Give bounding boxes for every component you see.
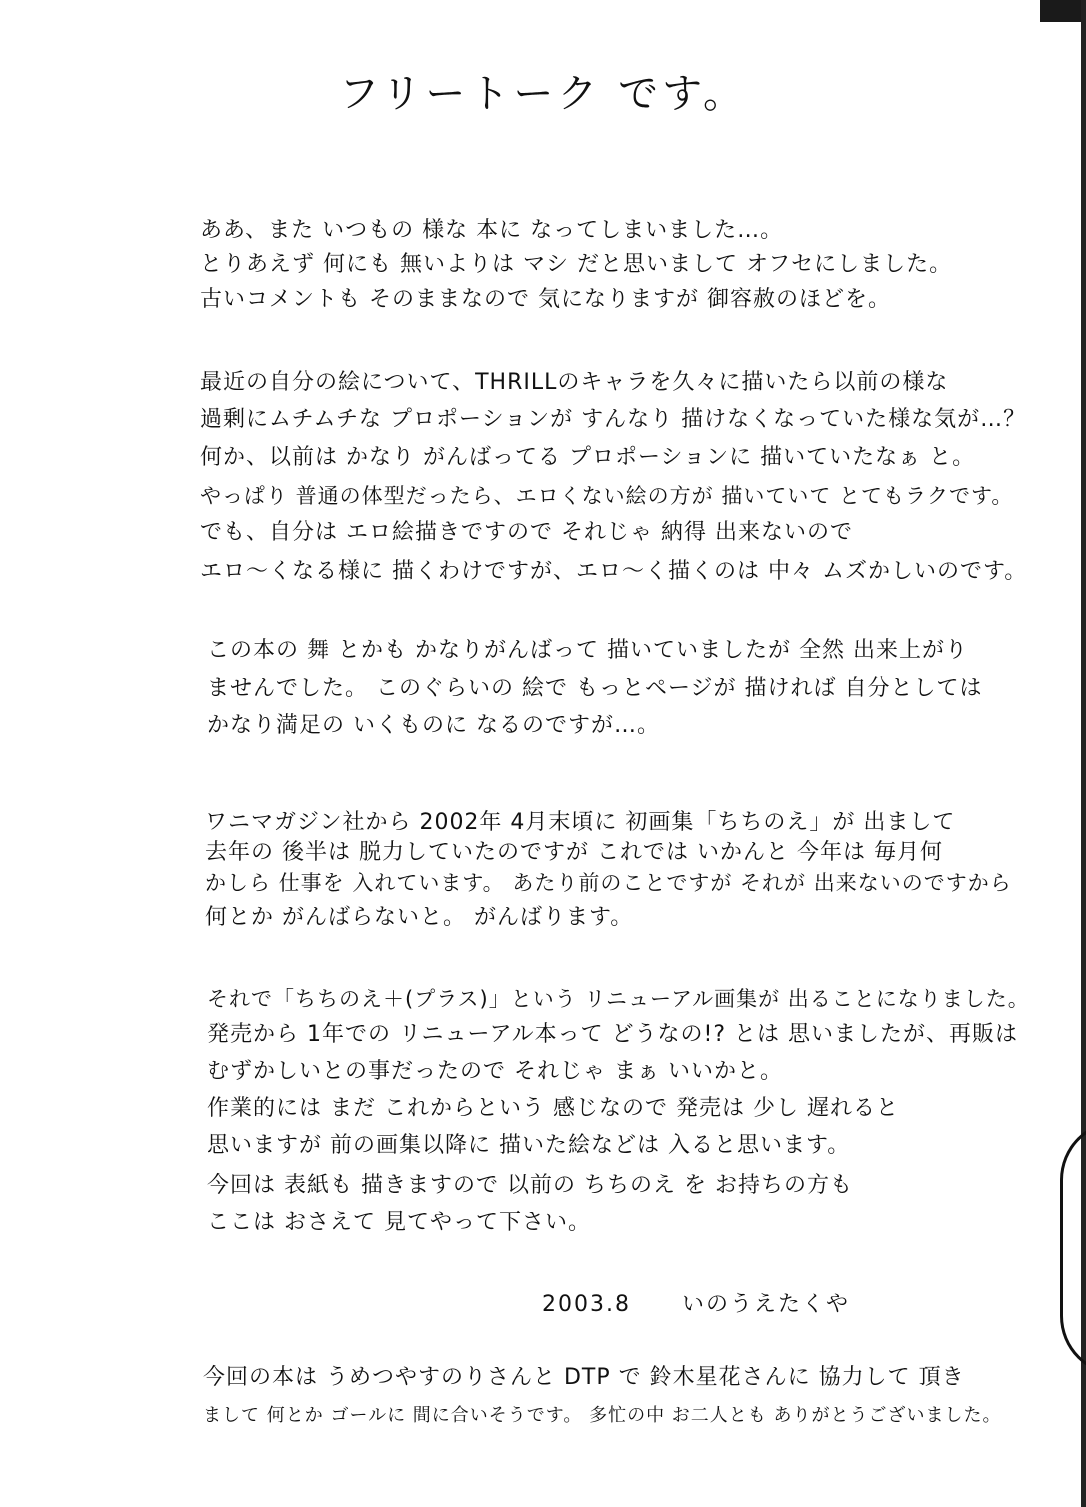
text-line: 今回は 表紙も 描きますので 以前の ちちのえ を お持ちの方も: [207, 1173, 853, 1198]
text-line: ここは おさえて 見てやって下さい。: [207, 1210, 591, 1235]
page-title: フリートーク です。: [339, 71, 747, 117]
text-line: 発売から 1年での リニューアル本って どうなの!? とは 思いましたが、再販は: [207, 1022, 1019, 1047]
signature-date: 2003.8: [542, 1292, 631, 1317]
text-line: ワニマガジン社から 2002年 4月末頃に 初画集「ちちのえ」が 出まして: [205, 810, 956, 835]
text-line: 今回の本は うめつやすのりさんと DTP で 鈴木星花さんに 協力して 頂き: [203, 1365, 965, 1390]
text-line: かなり満足の いくものに なるのですが…。: [207, 713, 660, 738]
text-line: むずかしいとの事だったので それじゃ まぁ いいかと。: [207, 1059, 783, 1084]
text-line: 作業的には まだ これからという 感じなので 発売は 少し 遅れると: [207, 1096, 899, 1121]
text-line: 過剰にムチムチな プロポーションが すんなり 描けなくなっていた様な気が…？: [200, 407, 1027, 432]
text-line: 何とか がんばらないと。 がんばります。: [205, 905, 634, 930]
text-line: ああ、また いつもの 様な 本に なってしまいました…。: [200, 218, 784, 243]
text-line: やっぱり 普通の体型だったら、エロくない絵の方が 描いていて とてもラクです。: [200, 484, 1014, 508]
signature-author: いのうえたくや: [682, 1292, 851, 1317]
text-line: 最近の自分の絵について、THRILLのキャラを久々に描いたら以前の様な: [200, 370, 949, 395]
text-line: 思いますが 前の画集以降に 描いた絵などは 入ると思います。: [207, 1133, 851, 1158]
text-line: エロ～くなる様に 描くわけですが、エロ～く描くのは 中々 ムズかしいのです。: [200, 559, 1028, 584]
text-line: とりあえず 何にも 無いよりは マシ だと思いまして オフセにしました。: [200, 252, 953, 277]
text-line: まして 何とか ゴールに 間に合いそうです。 多忙の中 お二人とも ありがとうございました。: [203, 1405, 1002, 1426]
text-line: でも、自分は エロ絵描きですので それじゃ 納得 出来ないので: [200, 520, 853, 545]
text-line: ませんでした。 このぐらいの 絵で もっとページが 描ければ 自分としては: [207, 676, 983, 701]
text-line: 何か、以前は かなり がんばってる プロポーションに 描いていたなぁ と。: [200, 445, 976, 470]
text-line: 去年の 後半は 脱力していたのですが これでは いかんと 今年は 毎月何: [205, 840, 943, 865]
text-line: この本の 舞 とかも かなりがんばって 描いていましたが 全然 出来上がり: [207, 638, 968, 663]
text-line: かしら 仕事を 入れています。 あたり前のことですが それが 出来ないのですから: [205, 871, 1012, 895]
text-line: 古いコメントも そのままなので 気になりますが 御容赦のほどを。: [200, 287, 891, 312]
text-line: それで「ちちのえ＋(プラス)」という リニューアル画集が 出ることになりました。: [207, 987, 1030, 1011]
